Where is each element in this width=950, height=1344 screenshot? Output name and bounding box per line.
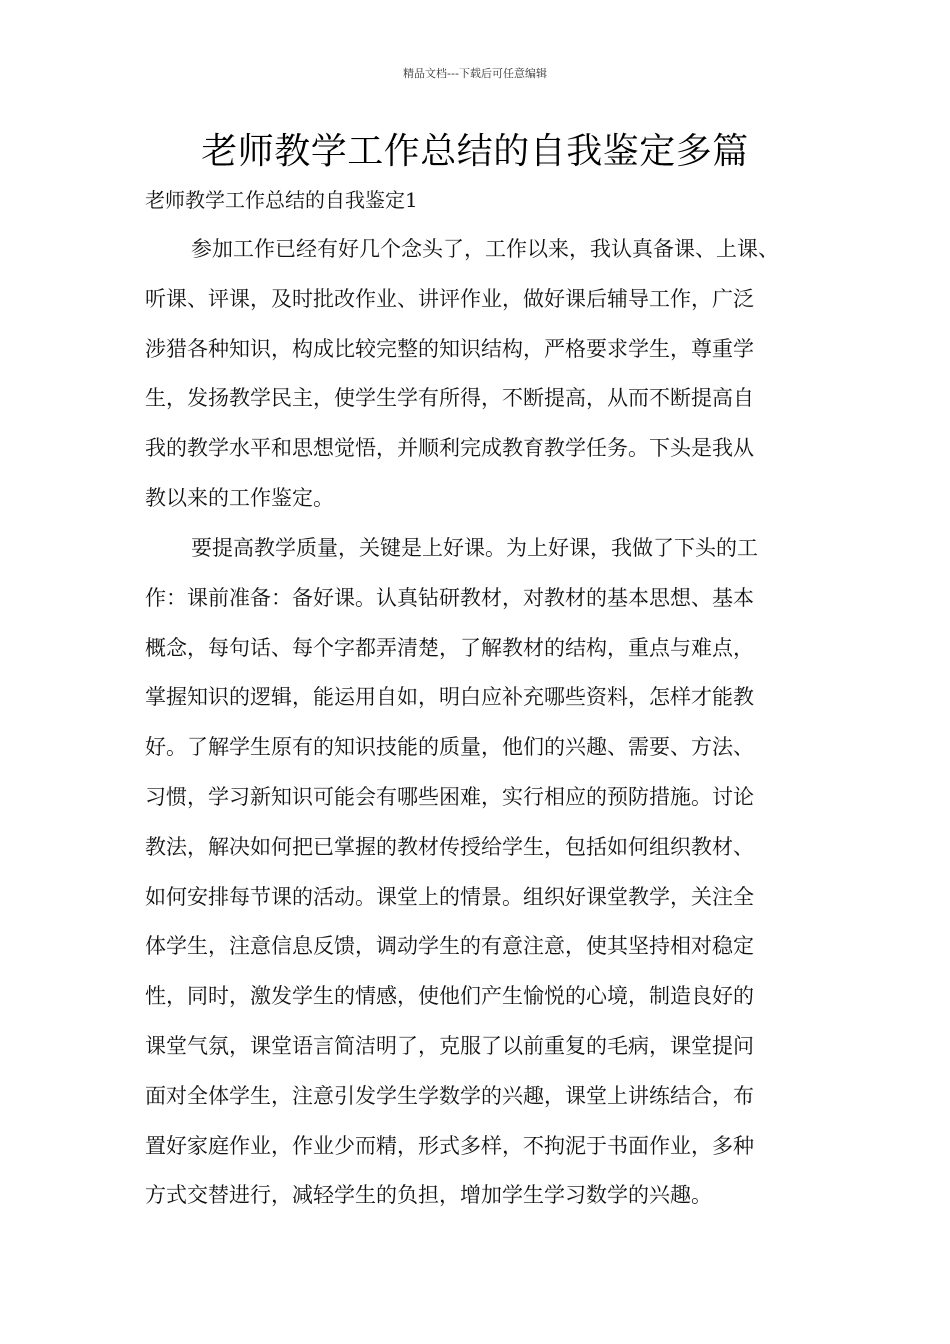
paragraph-line: 体学生，注意信息反馈，调动学生的有意注意，使其坚持相对稳定 (145, 934, 754, 959)
paragraph-line: 我的教学水平和思想觉悟，并顺利完成教育教学任务。下头是我从 (145, 436, 754, 461)
paragraph-line: 涉猎各种知识，构成比较完整的知识结构，严格要求学生，尊重学 (145, 336, 754, 361)
paragraph-line: 课堂气氛，课堂语言简洁明了，克服了以前重复的毛病，课堂提问 (145, 1033, 754, 1058)
section-heading: 老师教学工作总结的自我鉴定1 (145, 188, 418, 212)
paragraph-line: 掌握知识的逻辑，能运用自如，明白应补充哪些资料，怎样才能教 (145, 685, 754, 710)
paragraph-line: 概念，每句话、每个字都弄清楚，了解教材的结构，重点与难点， (145, 635, 754, 660)
paragraph-line: 习惯，学习新知识可能会有哪些困难，实行相应的预防措施。讨论 (145, 784, 754, 809)
document-title: 老师教学工作总结的自我鉴定多篇 (201, 131, 749, 172)
paragraph-line: 面对全体学生，注意引发学生学数学的兴趣，课堂上讲练结合，布 (145, 1083, 754, 1108)
paragraph-line: 教以来的工作鉴定。 (145, 485, 334, 510)
paragraph-line: 作：课前准备：备好课。认真钻研教材，对教材的基本思想、基本 (145, 585, 754, 610)
header-note: 精品文档---下载后可任意编辑 (403, 67, 547, 80)
paragraph-line: 参加工作已经有好几个念头了，工作以来，我认真备课、上课、 (191, 237, 779, 261)
paragraph-line: 置好家庭作业，作业少而精，形式多样，不拘泥于书面作业，多种 (145, 1133, 754, 1158)
paragraph-line: 好。了解学生原有的知识技能的质量，他们的兴趣、需要、方法、 (145, 735, 754, 760)
paragraph-line: 听课、评课，及时批改作业、讲评作业，做好课后辅导工作，广泛 (145, 286, 754, 311)
paragraph-1 (145, 225, 810, 524)
paragraph-line: 性，同时，激发学生的情感，使他们产生愉悦的心境，制造良好的 (145, 984, 754, 1009)
paragraph-line: 要提高教学质量，关键是上好课。为上好课，我做了下头的工 (191, 536, 758, 560)
paragraph-line: 方式交替进行，减轻学生的负担，增加学生学习数学的兴趣。 (145, 1183, 712, 1208)
paragraph-2 (145, 524, 810, 1221)
paragraph-line: 如何安排每节课的活动。课堂上的情景。组织好课堂教学，关注全 (145, 884, 754, 909)
paragraph-line: 教法，解决如何把已掌握的教材传授给学生，包括如何组织教材、 (145, 834, 754, 859)
paragraph-line: 生，发扬教学民主，使学生学有所得，不断提高，从而不断提高自 (145, 386, 754, 411)
